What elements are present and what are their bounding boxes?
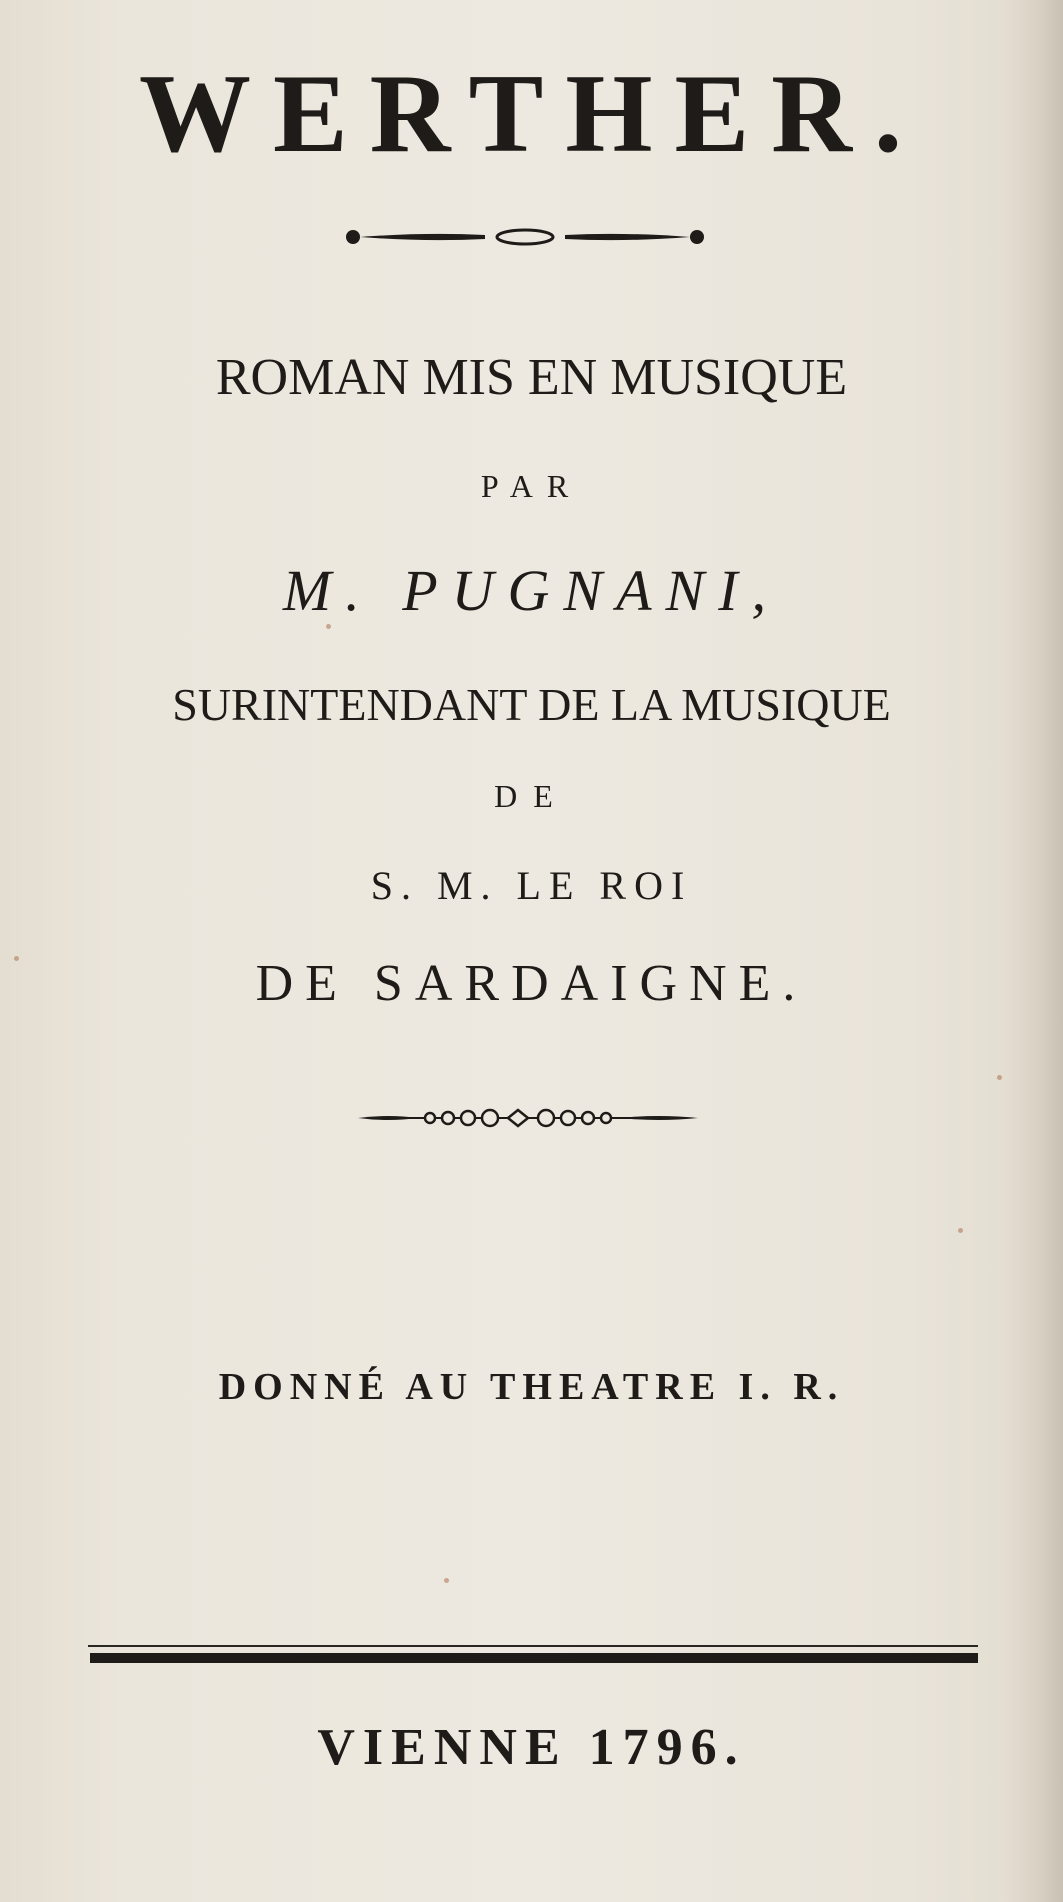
imprint-line: VIENNE 1796. <box>317 1719 746 1776</box>
thin-rule <box>88 1645 978 1647</box>
kingdom-line: DE SARDAIGNE. <box>255 955 808 1012</box>
king-line: S. M. LE ROI <box>370 863 693 908</box>
chain-rule-ornament <box>358 1102 698 1134</box>
page-fold-shadow <box>1005 0 1063 1902</box>
paper-speck <box>326 624 331 629</box>
theatre-line: DONNÉ AU THEATRE I. R. <box>218 1366 845 1408</box>
book-title: WERTHER. <box>138 52 925 176</box>
par-label: PAR <box>480 468 583 504</box>
author-name: M. PUGNANI, <box>282 558 781 623</box>
paper-speck <box>444 1578 449 1583</box>
dash-rule-ornament <box>345 222 705 252</box>
thick-rule <box>90 1653 978 1663</box>
de-label: DE <box>494 778 569 814</box>
author-role: SURINTENDANT DE LA MUSIQUE <box>172 679 891 730</box>
subtitle: ROMAN MIS EN MUSIQUE <box>215 349 848 406</box>
paper-speck <box>14 956 19 961</box>
paper-speck <box>958 1228 963 1233</box>
paper-speck <box>997 1075 1002 1080</box>
